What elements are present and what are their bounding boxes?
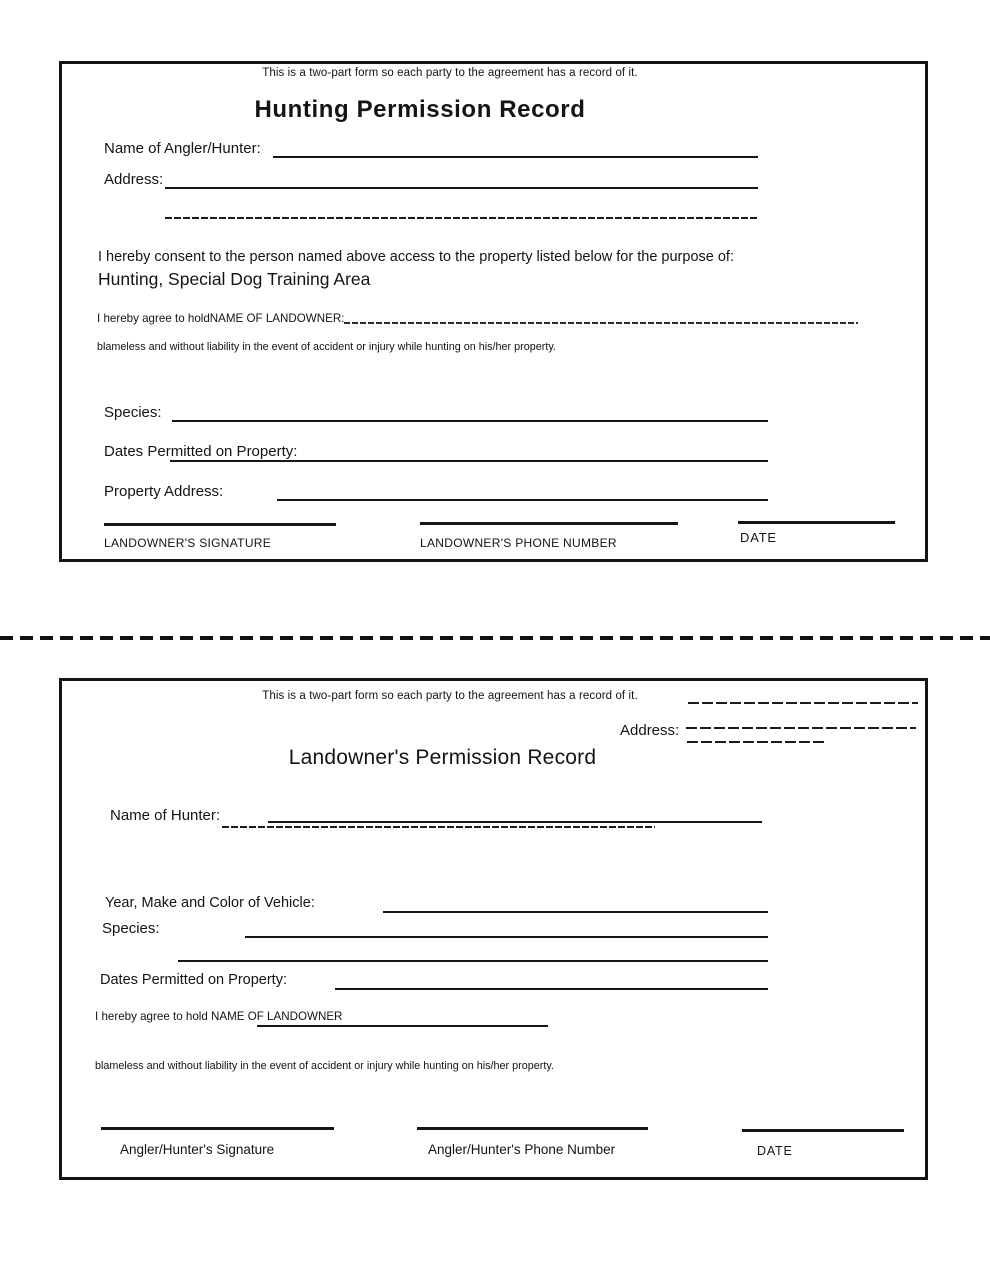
dates-permitted-label: Dates Permitted on Property:: [104, 443, 298, 460]
form-title: Hunting Permission Record: [254, 96, 586, 123]
address-label: Address:: [104, 171, 164, 188]
landowner-name-field-line[interactable]: [257, 1025, 548, 1027]
date-line[interactable]: [742, 1129, 904, 1132]
blameless-clause: blameless and without liability in the event of accident or injury while hunting on his/her property.: [97, 341, 556, 353]
two-part-note: This is a two-part form so each party to the agreement has a record of it.: [262, 67, 638, 79]
hunter-phone-label: Angler/Hunter's Phone Number: [428, 1142, 616, 1157]
name-field-line[interactable]: [273, 156, 758, 158]
address-field-line-2[interactable]: [165, 217, 758, 219]
consent-purpose-text: Hunting, Special Dog Training Area: [98, 269, 371, 289]
species-field-line-2[interactable]: [178, 960, 768, 962]
name-of-angler-hunter-label: Name of Angler/Hunter:: [104, 140, 261, 157]
dates-permitted-label: Dates Permitted on Property:: [100, 972, 287, 988]
landowner-signature-line[interactable]: [104, 523, 336, 526]
two-part-note: This is a two-part form so each party to the agreement has a record of it.: [262, 690, 638, 702]
address-field-line-2[interactable]: [687, 741, 824, 743]
vehicle-field-line[interactable]: [383, 911, 768, 913]
address-field-line[interactable]: [686, 727, 916, 729]
vehicle-label: Year, Make and Color of Vehicle:: [105, 895, 315, 911]
name-field-line[interactable]: [268, 821, 762, 823]
property-address-field-line[interactable]: [277, 499, 768, 501]
species-label: Species:: [104, 404, 162, 421]
dates-field-line[interactable]: [170, 460, 768, 462]
landowner-signature-label: LANDOWNER'S SIGNATURE: [104, 536, 272, 550]
header-blank-line-1[interactable]: [688, 702, 918, 704]
date-line[interactable]: [738, 521, 895, 524]
hold-harmless-clause: I hereby agree to holdNAME OF LANDOWNER:: [97, 312, 345, 325]
species-field-line[interactable]: [245, 936, 768, 938]
species-label: Species:: [102, 920, 160, 937]
date-label: DATE: [757, 1144, 793, 1158]
property-address-label: Property Address:: [104, 483, 224, 500]
name-of-hunter-label: Name of Hunter:: [110, 807, 221, 824]
address-field-line[interactable]: [165, 187, 758, 189]
address-label: Address:: [620, 722, 680, 739]
hunter-signature-line[interactable]: [101, 1127, 334, 1130]
species-field-line[interactable]: [172, 420, 768, 422]
dates-field-line[interactable]: [335, 988, 768, 990]
name-field-dashed-line[interactable]: [222, 826, 655, 828]
hunter-signature-label: Angler/Hunter's Signature: [120, 1142, 275, 1157]
landowner-phone-label: LANDOWNER'S PHONE NUMBER: [420, 536, 617, 550]
landowner-phone-line[interactable]: [420, 522, 678, 525]
date-label: DATE: [740, 530, 777, 545]
hold-harmless-clause: I hereby agree to hold NAME OF LANDOWNER: [95, 1010, 343, 1023]
blameless-clause: blameless and without liability in the event of accident or injury while hunting on his/her property.: [95, 1060, 554, 1072]
cut-line-separator: [0, 636, 990, 640]
landowner-name-field-line[interactable]: [344, 322, 858, 324]
hunter-phone-line[interactable]: [417, 1127, 648, 1130]
consent-intro-text: I hereby consent to the person named above access to the property listed below for the purpose of:: [98, 249, 734, 265]
form-title: Landowner's Permission Record: [288, 746, 597, 769]
